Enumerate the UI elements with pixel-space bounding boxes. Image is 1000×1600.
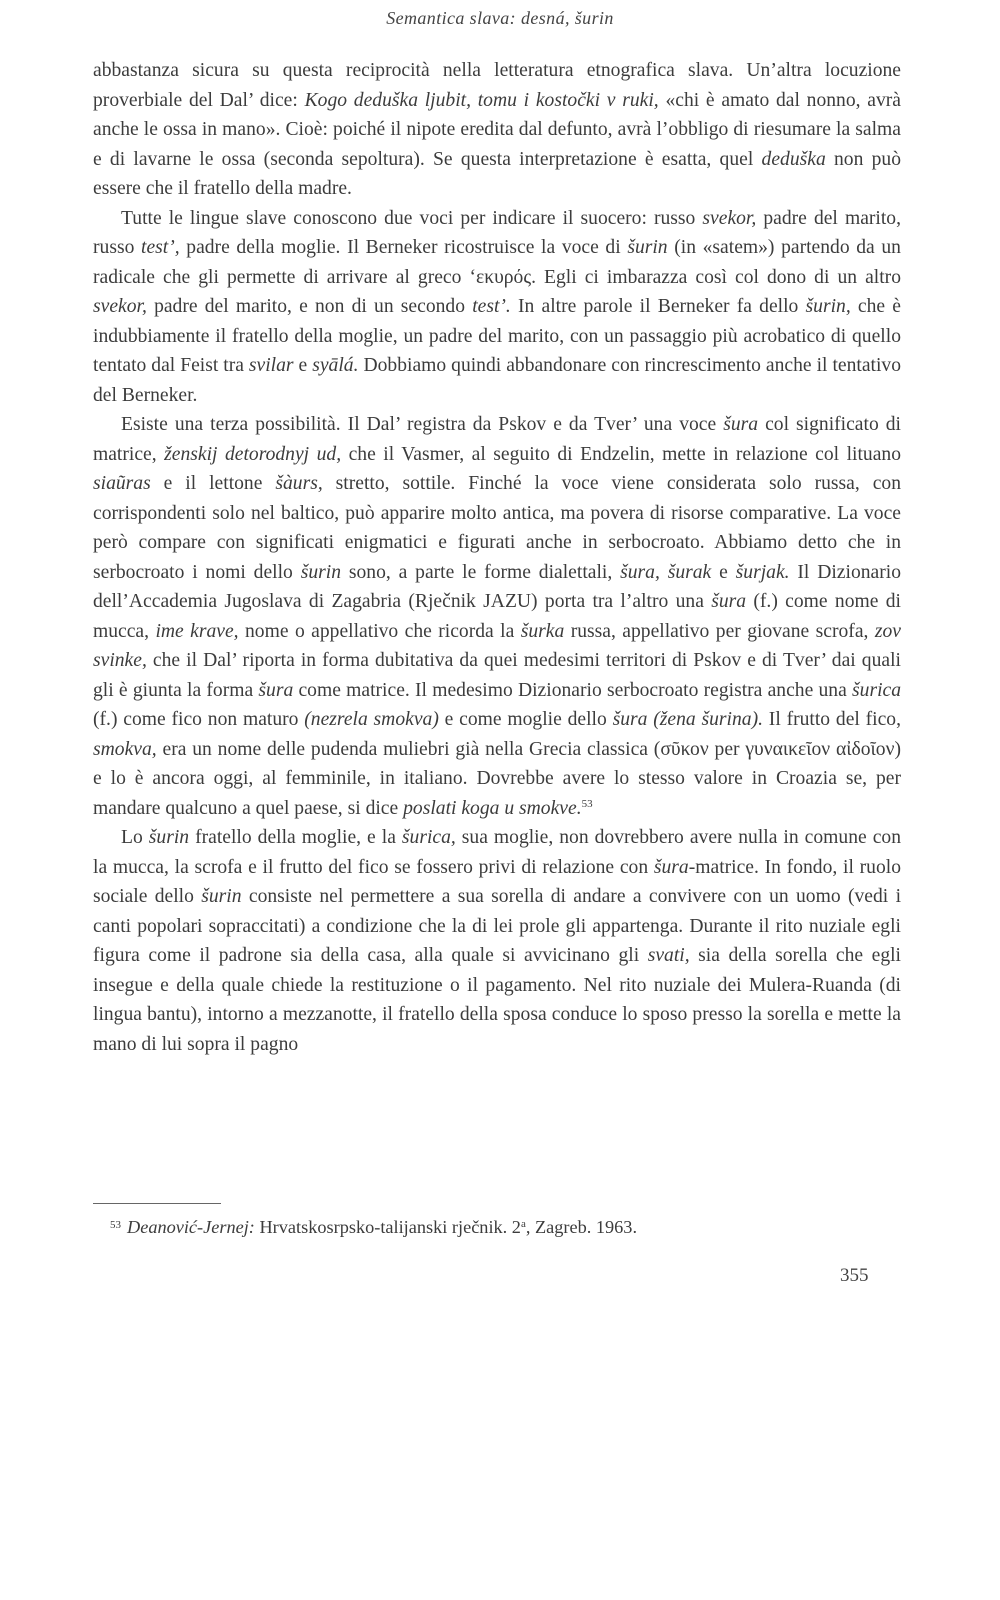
italic-term: zov svinke, <box>93 620 901 671</box>
italic-term: šurica <box>852 679 901 701</box>
text-run: sia della sorella che egli insegue e della quale chiede la restituzione o il pagamento. Nel rito nuziale dei Mulera-Ruanda (di lingua bantu), intorno a mezzanotte, il fratello della sposa conduce lo sposo presso la sorella e mette la mano di lui sopra il pagno <box>93 945 902 1055</box>
text-run: che il Dal’ riporta in forma dubitativa da quei medesimi territori di Pskov e di Tver’ dai quali gli è giunta la forma <box>93 650 901 701</box>
paragraph <box>93 823 901 1059</box>
text-run: consiste nel permettere a sua sorella di andare a convivere con un uomo (vedi i canti popolari sopraccitati) a condizione che la di lei prole gli appartenga. Durante il rito nuziale egli figura come il padrone sia della casa, alla quale si avvicinano gli <box>93 886 902 966</box>
text-run: (in «satem») partendo da un radicale che gli permette di arrivare al greco ‘εκυρός. Egli ci imbarazza così col dono di un altro <box>93 237 901 288</box>
text-run: (f.) come nome di mucca, <box>93 591 901 642</box>
paragraph <box>93 204 901 411</box>
text-run: Il frutto del fico, <box>763 709 902 730</box>
footnote-author: Deanović-Jernej: <box>127 1217 255 1237</box>
text-run: (f.) come fico non maturo <box>93 709 305 730</box>
italic-term: svati, <box>647 945 690 966</box>
text-run: padre del marito, e non di un secondo <box>146 296 473 317</box>
italic-term: svilar <box>248 355 294 376</box>
footnote-divider <box>93 1203 221 1204</box>
footnote-number: 53 <box>110 1219 121 1231</box>
italic-term: šura <box>258 679 294 701</box>
italic-term: šurin <box>627 237 668 258</box>
page-number: 355 <box>840 1265 869 1286</box>
italic-term: šura, šurak <box>620 561 712 583</box>
text-run: Dobbiamo quindi abbandonare con rincrescimento anche il tentativo del Berneker. <box>93 355 902 406</box>
text-run: padre del marito, russo <box>93 207 901 258</box>
text-run: fratello della moglie, e la <box>189 827 402 848</box>
text-run: che il Vasmer, al seguito di Endzelin, mette in relazione col lituano <box>341 443 902 465</box>
italic-term: šura <box>723 414 759 435</box>
italic-term: test’. <box>472 296 511 317</box>
text-run: Il Dizionario dell’Accademia Jugoslava di Zagabria (Rječnik JAZU) porta tra l’altro una <box>93 561 902 612</box>
text-run: come matrice. Il medesimo Dizionario serbocroato registra anche una <box>293 679 853 701</box>
italic-term: ženskij detorodnyj ud, <box>164 443 342 465</box>
text-run: e <box>293 355 313 376</box>
italic-term: šurin <box>148 827 190 848</box>
text-run: stretto, sottile. Finché la voce viene considerata solo russa, con corrispondenti solo nel baltico, può apparire molto antica, ma povera di risorse comparative. La voce però compare con significati enigmatici e figurati anche in serbocroato. Abbiamo detto che in serbocroato i nomi dello <box>93 473 902 583</box>
footnote-text: Hrvatskosrpsko-talijanski rječnik. 2 <box>254 1217 521 1237</box>
italic-term: šura <box>711 591 747 612</box>
footnote-ref: 53 <box>581 797 593 810</box>
italic-term: svekor, <box>93 296 147 317</box>
italic-term: šurin, <box>805 296 851 317</box>
text-run: e come moglie dello <box>438 709 613 730</box>
italic-term: test’, <box>141 237 180 258</box>
paragraph <box>93 410 901 823</box>
text-run: Tutte le lingue slave conoscono due voci per indicare il suocero: russo <box>121 207 703 229</box>
italic-term: šàurs, <box>275 473 323 494</box>
italic-term: (nezrela smokva) <box>304 709 439 730</box>
footnote-edition-sup: a <box>520 1218 526 1230</box>
text-run: era un nome delle pudenda muliebri già nella Grecia classica (σῦκον per γυναικεῖον αἰδοῖον) e lo è ancora oggi, al femminile, in italiano. Dovrebbe avere lo stesso valore in Croazia se, per mandare qualcuno a quel paese, si dice <box>93 738 901 819</box>
italic-term: syālá. <box>312 355 359 376</box>
italic-term: šura (žena šurina). <box>612 709 763 730</box>
text-run: padre della moglie. Il Berneker ricostruisce la voce di <box>179 237 628 258</box>
italic-term: šurin <box>300 561 341 583</box>
italic-term: šurin <box>201 886 242 907</box>
text-run: non può essere che il fratello della madre. <box>93 148 902 199</box>
text-run: che è indubbiamente il fratello della moglie, un padre del marito, con un passaggio più acrobatico di quello tentato dal Feist tra <box>93 296 901 376</box>
text-run: nome o appellativo che ricorda la <box>238 620 521 642</box>
text-run: «chi è amato dal nonno, avrà anche le ossa in mano». Cioè: poiché il nipote eredita dal defunto, avrà l’obbligo di riesumare la salma e di lavarne le ossa (seconda sepoltura). Se questa interpretazione è esatta, quel <box>93 89 902 170</box>
body-text <box>93 56 901 1059</box>
italic-term: šurica, <box>401 827 456 848</box>
text-run: abbastanza sicura su questa reciprocità nella letteratura etnografica slava. Un’altra locuzione proverbiale del Dal’ dice: <box>93 60 901 111</box>
italic-term: poslati koga u smokve. <box>403 797 582 819</box>
text-run: russa, appellativo per giovane scrofa, <box>564 620 875 642</box>
paragraph <box>93 56 901 204</box>
text-run: col significato di matrice, <box>93 414 901 465</box>
text-run: -matrice. In fondo, il ruolo sociale dello <box>93 856 901 907</box>
text-run: e il lettone <box>150 473 276 494</box>
italic-term: deduška <box>761 148 826 170</box>
italic-term: šurjak. <box>735 561 790 583</box>
running-header: Semantica slava: desná, šurin <box>386 8 614 28</box>
footnote-text-end: , Zagreb. 1963. <box>525 1217 638 1237</box>
italic-term: ime krave, <box>155 620 239 642</box>
text-run: Lo <box>121 827 149 848</box>
italic-term: Kogo deduška ljubit, tomu i kostočki v ruki, <box>304 89 659 111</box>
italic-term: siaũras <box>93 473 151 494</box>
italic-term: svekor, <box>702 207 757 229</box>
text-run: In altre parole il Berneker fa dello <box>510 296 806 317</box>
italic-term: šurka <box>520 620 565 642</box>
text-run: Esiste una terza possibilità. Il Dal’ registra da Pskov e da Tver’ una voce <box>121 414 724 435</box>
italic-term: šura <box>653 856 689 878</box>
text-run: sua moglie, non dovrebbero avere nulla in comune con la mucca, la scrofa e il frutto del fico se fossero privi di relazione con <box>93 827 901 878</box>
text-run: sono, a parte le forme dialettali, <box>341 561 621 583</box>
text-run: e <box>711 561 736 583</box>
italic-term: smokva, <box>93 738 157 760</box>
footnote <box>110 1212 900 1240</box>
